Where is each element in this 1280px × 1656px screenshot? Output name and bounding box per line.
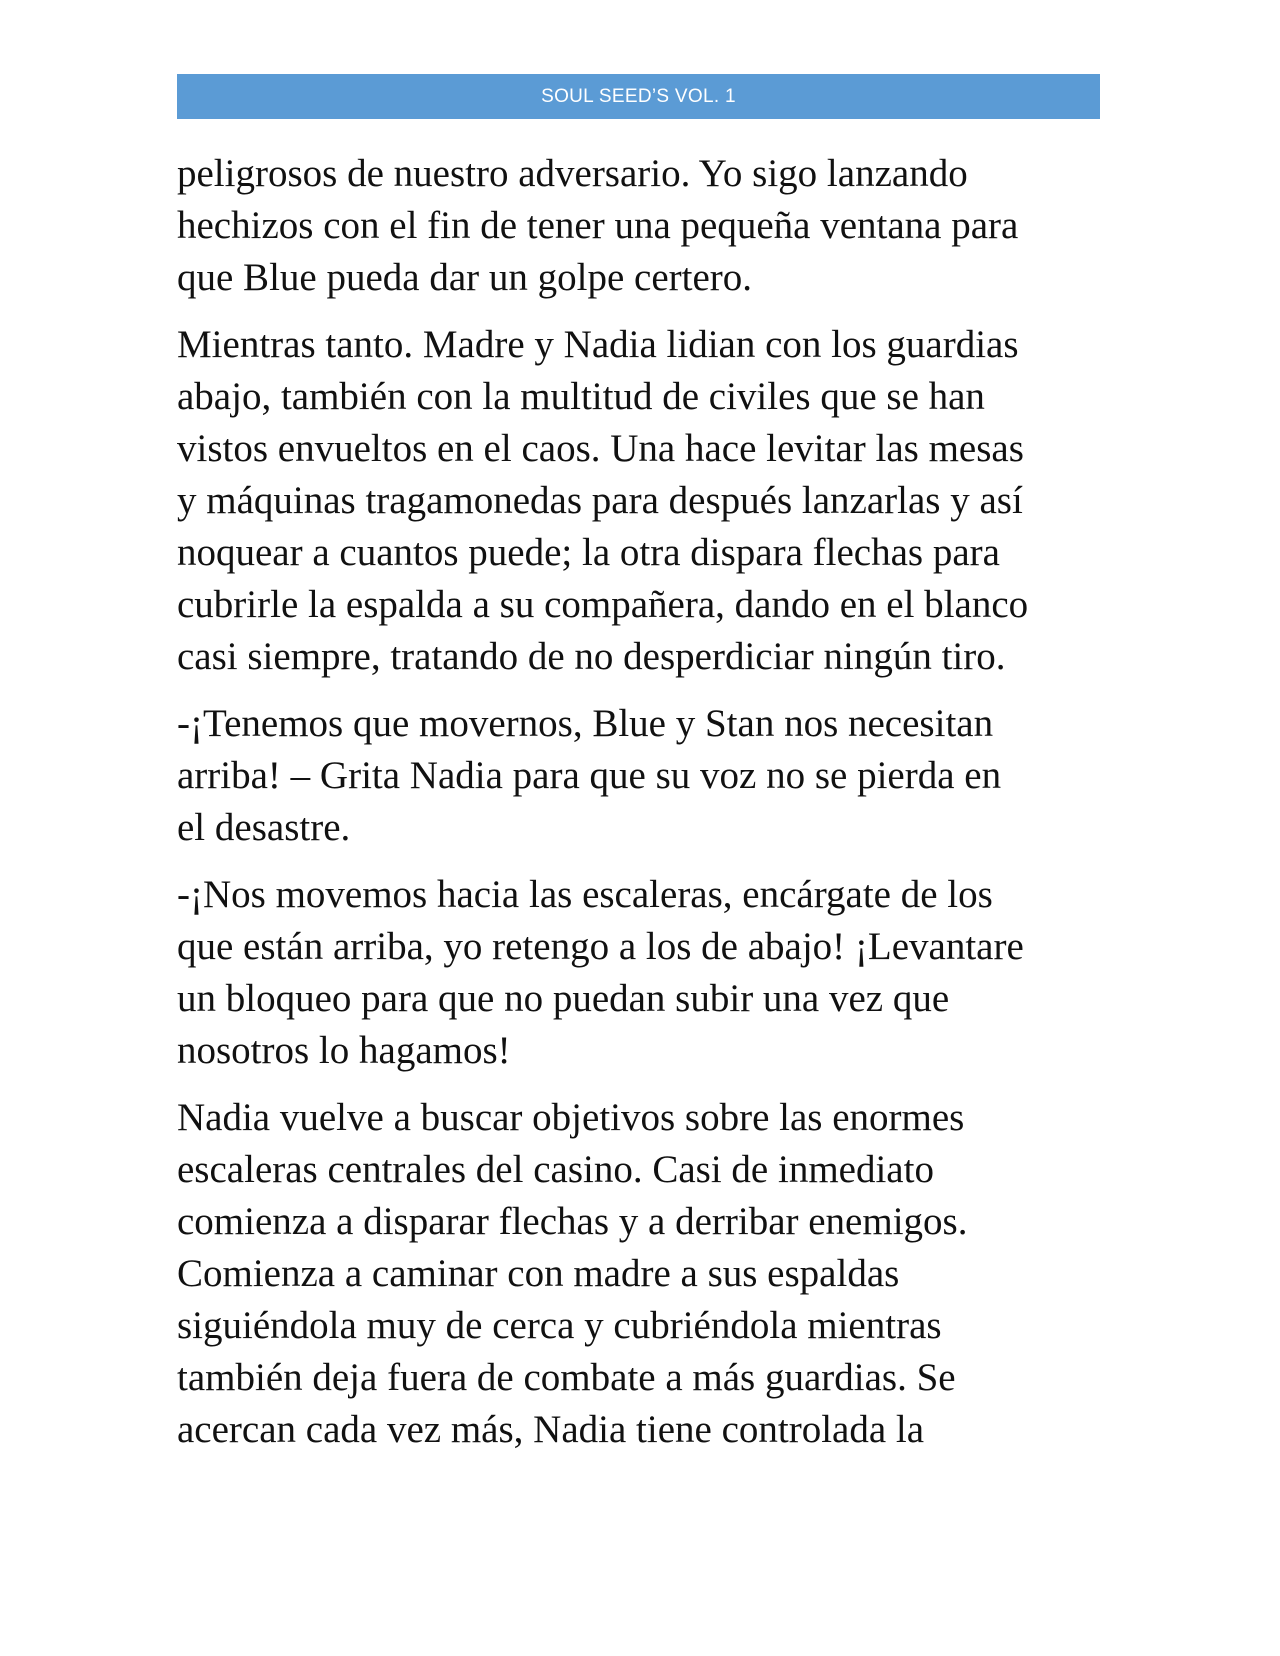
text-line: también deja fuera de combate a más guardias. Se bbox=[177, 1356, 956, 1399]
paragraph bbox=[177, 319, 1117, 683]
text-line: abajo, también con la multitud de civiles que se han bbox=[177, 375, 985, 418]
paragraph bbox=[177, 698, 1117, 854]
text-line: escaleras centrales del casino. Casi de inmediato bbox=[177, 1148, 934, 1191]
text-line: noquear a cuantos puede; la otra dispara flechas para bbox=[177, 531, 1000, 574]
text-line: el desastre. bbox=[177, 806, 351, 849]
text-line: vistos envueltos en el caos. Una hace levitar las mesas bbox=[177, 427, 1024, 470]
running-header-title: SOUL SEED’S VOL. 1 bbox=[541, 85, 736, 107]
text-line: casi siempre, tratando de no desperdiciar ningún tiro. bbox=[177, 635, 1006, 678]
text-line: Nadia vuelve a buscar objetivos sobre las enormes bbox=[177, 1096, 965, 1139]
paragraph bbox=[177, 1092, 1117, 1456]
text-line: peligrosos de nuestro adversario. Yo sigo lanzando bbox=[177, 152, 968, 195]
text-line: comienza a disparar flechas y a derribar enemigos. bbox=[177, 1200, 968, 1243]
body-text bbox=[177, 148, 1117, 1471]
text-line: nosotros lo hagamos! bbox=[177, 1029, 511, 1072]
text-line: cubrirle la espalda a su compañera, dando en el blanco bbox=[177, 583, 1029, 626]
text-line: siguiéndola muy de cerca y cubriéndola mientras bbox=[177, 1304, 942, 1347]
text-line: hechizos con el fin de tener una pequeña ventana para bbox=[177, 204, 1019, 247]
text-line: acercan cada vez más, Nadia tiene controlada la bbox=[177, 1408, 925, 1451]
text-line: que Blue pueda dar un golpe certero. bbox=[177, 256, 753, 299]
text-line: y máquinas tragamonedas para después lanzarlas y así bbox=[177, 479, 1023, 522]
text-line: -¡Nos movemos hacia las escaleras, encárgate de los bbox=[177, 873, 993, 916]
paragraph bbox=[177, 148, 1117, 304]
text-line: que están arriba, yo retengo a los de abajo! ¡Levantare bbox=[177, 925, 1024, 968]
text-line: arriba! – Grita Nadia para que su voz no se pierda en bbox=[177, 754, 1002, 797]
paragraph bbox=[177, 869, 1117, 1077]
running-header-band bbox=[177, 74, 1100, 119]
text-line: Comienza a caminar con madre a sus espaldas bbox=[177, 1252, 900, 1295]
text-line: un bloqueo para que no puedan subir una vez que bbox=[177, 977, 950, 1020]
text-line: Mientras tanto. Madre y Nadia lidian con los guardias bbox=[177, 323, 1019, 366]
text-line: -¡Tenemos que movernos, Blue y Stan nos necesitan bbox=[177, 702, 994, 745]
